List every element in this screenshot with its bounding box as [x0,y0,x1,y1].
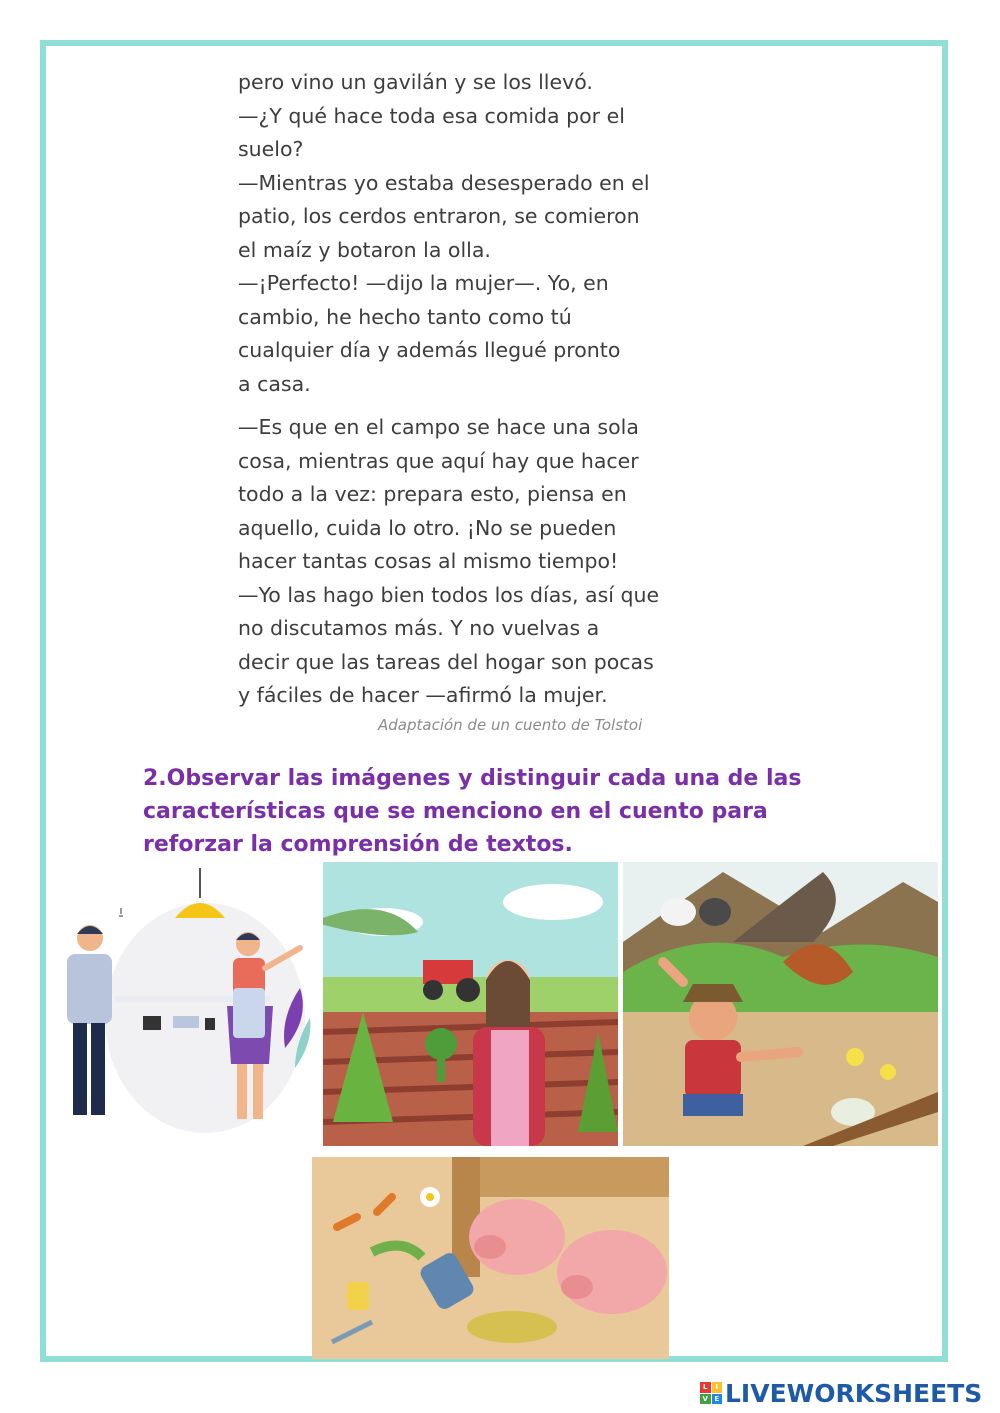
story-credit: Adaptación de un cuento de Tolstoi [378,716,643,734]
story-text [238,66,728,713]
story-line: cosa, mientras que aquí hay que hacer [238,448,639,473]
illustration-couple-kitchen [55,868,315,1133]
story-line: el maíz y botaron la olla. [238,237,491,262]
story-line: cualquier día y además llegué pronto [238,338,621,362]
instruction-line: 2.Observar las imágenes y distinguir cada una de las [143,766,802,791]
instruction-text [143,762,843,861]
illustration-pigs-spilled-pot [312,1157,669,1359]
brand-text: LIVEWORKSHEETS [725,1378,983,1408]
illustration-farmer-hawk [623,862,938,1146]
story-line: patio, los cerdos entraron, se comieron [238,204,640,228]
story-line: suelo? [238,137,304,161]
story-line: hacer tantas cosas al mismo tiempo! [238,549,619,573]
instruction-line: características que se menciono en el cuento para [143,799,768,824]
story-line: todo a la vez: prepara esto, piensa en [238,482,627,506]
story-line: —¡Perfecto! —dijo la mujer—. Yo, en [238,271,609,295]
liveworksheets-logo [700,1378,982,1408]
story-line: —Es que en el campo se hace una sola [238,415,639,439]
instruction-line: reforzar la comprensión de textos. [143,832,573,857]
story-line: y fáciles de hacer —afirmó la mujer. [238,683,608,707]
story-line: —¿Y qué hace toda esa comida por el [238,103,625,128]
story-line: pero vino un gavilán y se los llevó. [238,70,593,94]
story-line: decir que las tareas del hogar son pocas [238,649,654,674]
story-line: cambio, he hecho tanto como tú [238,304,572,329]
story-line: —Mientras yo estaba desesperado en el [238,170,650,195]
illustration-farm-woman [323,862,618,1146]
story-line: no discutamos más. Y no vuelvas a [238,616,600,640]
story-line: —Yo las hago bien todos los días, así que [238,582,660,607]
story-line: a casa. [238,371,311,396]
logo-grid-icon: L I V E [700,1382,722,1404]
story-line: aquello, cuida lo otro. ¡No se pueden [238,515,617,540]
